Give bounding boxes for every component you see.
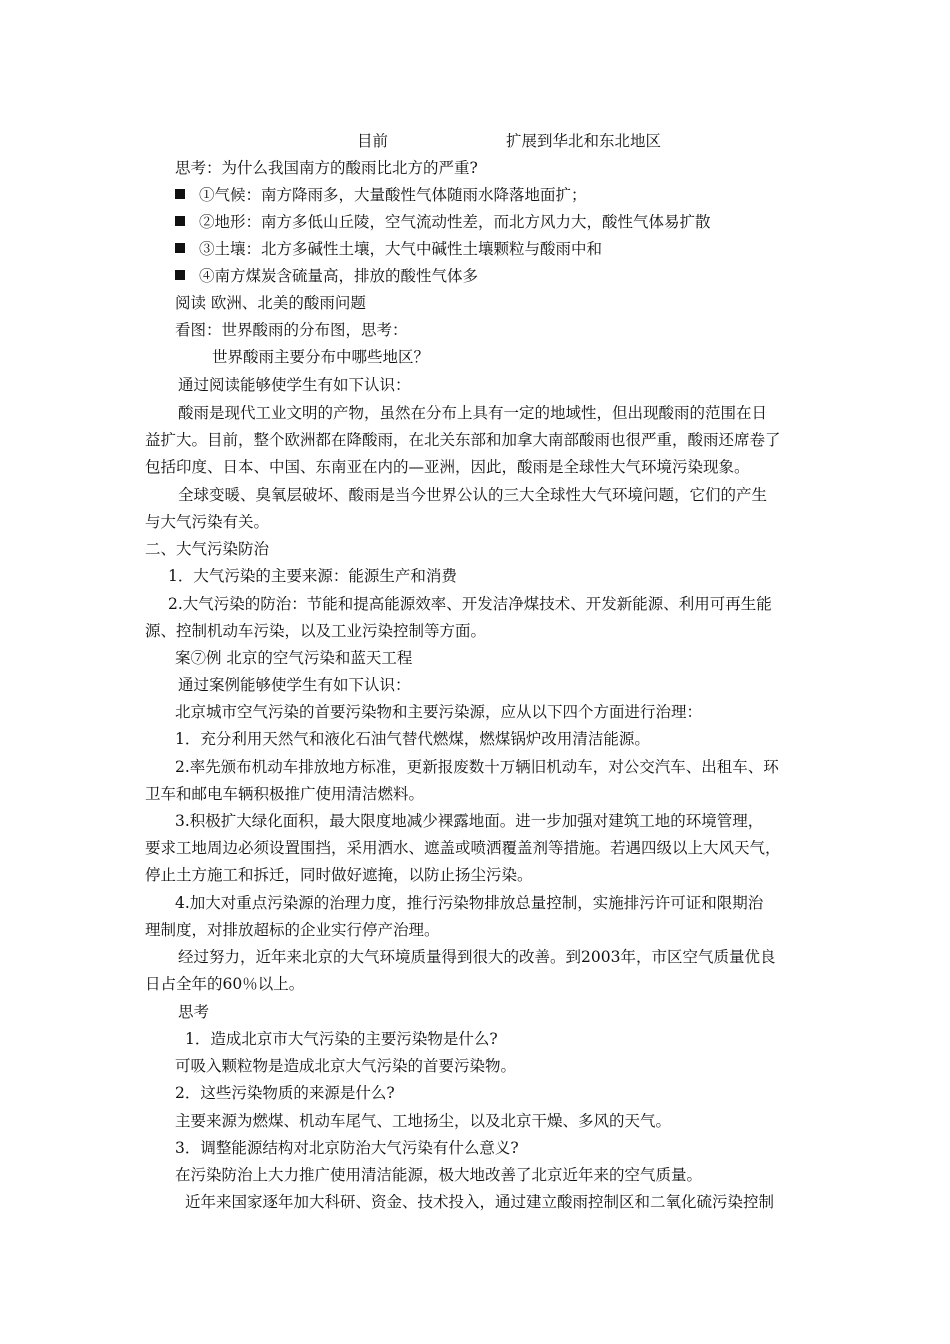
- paragraph-line: 停止土方施工和拆迁，同时做好遮掩，以防止扬尘污染。: [145, 866, 533, 884]
- bullet-text: ②地形：南方多低山丘陵，空气流动性差，而北方风力大，酸性气体易扩散: [199, 213, 711, 231]
- bullet-item-climate: [175, 185, 587, 205]
- bullet-item-terrain: [175, 212, 711, 232]
- question-line: 3．调整能源结构对北京防治大气污染有什么意义?: [175, 1139, 519, 1157]
- case-study-title: 案⑦例 北京的空气污染和蓝天工程: [175, 649, 413, 667]
- answer-line: 可吸入颗粒物是造成北京大气污染的首要污染物。: [175, 1057, 517, 1075]
- section-heading: 二、大气污染防治: [145, 540, 270, 558]
- bullet-text: ④南方煤炭含硫量高，排放的酸性气体多: [199, 267, 479, 285]
- map-question: 世界酸雨主要分布中哪些地区？: [212, 348, 430, 366]
- answer-line: 主要来源为燃煤、机动车尾气、工地扬尘，以及北京干燥、多风的天气。: [175, 1112, 672, 1130]
- reading-title: 阅读 欧洲、北美的酸雨问题: [175, 294, 366, 312]
- answer-line: 在污染防治上大力推广使用清洁能源，极大地改善了北京近年来的空气质量。: [175, 1166, 703, 1184]
- paragraph-line: 酸雨是现代工业文明的产物，虽然在分布上具有一定的地域性，但出现酸雨的范围在日: [178, 404, 768, 422]
- think-question: 思考：为什么我国南方的酸雨比北方的严重?: [175, 159, 478, 177]
- heading-part-current: 目前: [357, 132, 389, 150]
- heading-part-expansion: 扩展到华北和东北地区: [506, 132, 662, 150]
- square-bullet-icon: [175, 243, 185, 253]
- paragraph-line: 益扩大。目前，整个欧洲都在降酸雨，在北关东部和加拿大南部酸雨也很严重，酸雨还席卷了: [145, 431, 781, 449]
- question-line: 1．造成北京市大气污染的主要污染物是什么?: [185, 1030, 498, 1048]
- paragraph-line: 近年来国家逐年加大科研、资金、技术投入，通过建立酸雨控制区和二氧化硫污染控制: [185, 1193, 775, 1211]
- numbered-item: 1．大气污染的主要来源：能源生产和消费: [168, 567, 457, 585]
- think-heading: 思考: [178, 1003, 210, 1021]
- numbered-item: 2.率先颁布机动车排放地方标准，更新报废数十万辆旧机动车，对公交汽车、出租车、环: [175, 758, 779, 776]
- bullet-text: ③土壤：北方多碱性土壤，大气中碱性土壤颗粒与酸雨中和: [199, 240, 603, 258]
- heading-line: [357, 131, 661, 151]
- bullet-text: ①气候：南方降雨多，大量酸性气体随雨水降落地面扩；: [199, 186, 587, 204]
- paragraph-line: 源、控制机动车污染，以及工业污染控制等方面。: [145, 622, 487, 640]
- numbered-item: 2.大气污染的防治：节能和提高能源效率、开发洁净煤技术、开发新能源、利用可再生能: [168, 595, 772, 613]
- look-at-map: 看图：世界酸雨的分布图，思考：: [175, 321, 408, 339]
- paragraph-line: 全球变暖、臭氧层破坏、酸雨是当今世界公认的三大全球性大气环境问题，它们的产生: [178, 486, 768, 504]
- numbered-item: 3.积极扩大绿化面积，最大限度地减少裸露地面。进一步加强对建筑工地的环境管理，: [175, 812, 764, 830]
- paragraph-line: 日占全年的60％以上。: [145, 975, 305, 993]
- square-bullet-icon: [175, 189, 185, 199]
- case-intro: 通过案例能够使学生有如下认识：: [178, 676, 411, 694]
- paragraph-line: 北京城市空气污染的首要污染物和主要污染源，应从以下四个方面进行治理：: [175, 703, 703, 721]
- bullet-item-soil: [175, 239, 602, 259]
- paragraph-line: 理制度，对排放超标的企业实行停产治理。: [145, 921, 440, 939]
- square-bullet-icon: [175, 270, 185, 280]
- square-bullet-icon: [175, 216, 185, 226]
- paragraph-line: 卫车和邮电车辆积极推广使用清洁燃料。: [145, 785, 425, 803]
- paragraph-line: 要求工地周边必须设置围挡，采用洒水、遮盖或喷洒覆盖剂等措施。若遇四级以上大风天气，: [145, 839, 781, 857]
- numbered-item: 1．充分利用天然气和液化石油气替代燃煤，燃煤锅炉改用清洁能源。: [175, 730, 650, 748]
- paragraph-line: 包括印度、日本、中国、东南亚在内的—亚洲，因此，酸雨是全球性大气环境污染现象。: [145, 458, 750, 476]
- bullet-item-coal: [175, 266, 478, 286]
- question-line: 2．这些污染物质的来源是什么?: [175, 1084, 395, 1102]
- numbered-item: 4.加大对重点污染源的治理力度，推行污染物排放总量控制，实施排污许可证和限期治: [175, 894, 764, 912]
- paragraph-line: 经过努力，近年来北京的大气环境质量得到很大的改善。到2003年，市区空气质量优良: [178, 948, 776, 966]
- paragraph-line: 与大气污染有关。: [145, 513, 270, 531]
- reading-intro: 通过阅读能够使学生有如下认识：: [178, 376, 411, 394]
